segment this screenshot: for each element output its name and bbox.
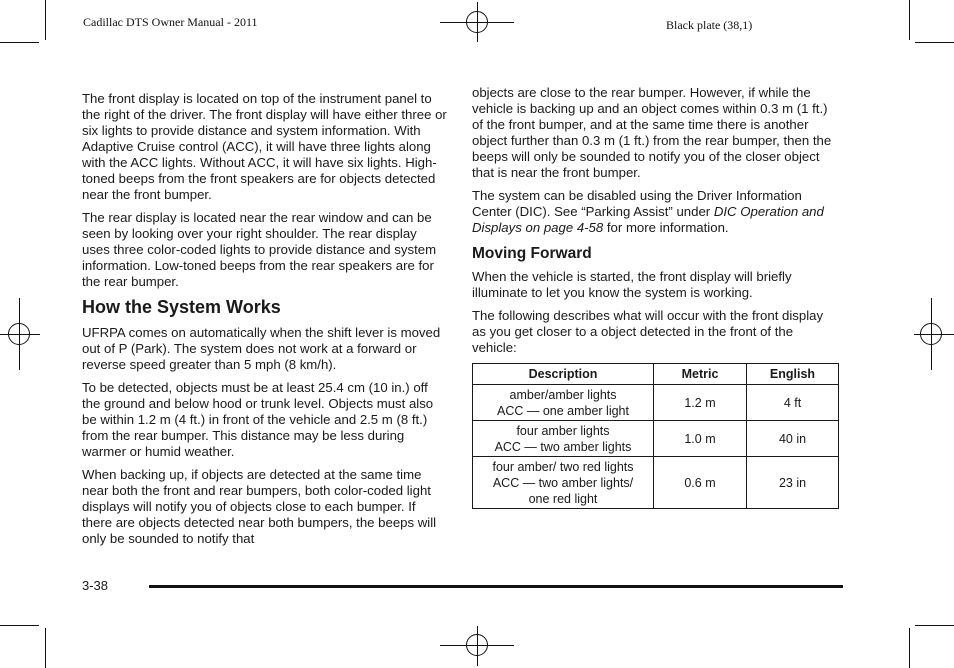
paragraph: The following describes what will occur with the front display as you get closer to a object detected in the front of the vehicle:: [472, 308, 824, 355]
footer-rule: [149, 585, 843, 588]
left-column: [82, 91, 448, 554]
english-cell: 23 in: [747, 457, 839, 509]
description-cell: [473, 421, 654, 457]
description-line: amber/amber lights: [509, 387, 617, 402]
crop-mark: [45, 0, 46, 40]
header-plate-label: Black plate (38,1): [666, 18, 753, 32]
description-line: four amber lights: [516, 423, 610, 438]
paragraph: The front display is located on top of the instrument panel to the right of the driver. The front display will have either three or six lights to provide distance and system information. With Adaptive Cruise control (ACC), it will have three lights along with the ACC lights. Without ACC, it will have six lights. High-toned beeps from the front speakers are for objects detected near the front bumper.: [82, 91, 447, 202]
description-line: ACC — two amber lights: [494, 439, 632, 454]
table-row: [473, 457, 839, 509]
paragraph: When backing up, if objects are detected at the same time near both the front and rear bumpers, both color-coded light displays will notify you of objects close to each bumper. If there are objects detected near both bumpers, the beeps will only be sounded to notify that: [82, 467, 437, 546]
paragraph: objects are close to the rear bumper. However, if while the vehicle is backing up and an object comes within 0.3 m (1 ft.) of the front bumper, and at the same time there is another object further than 0.3 m (1 ft.) from the rear bumper, then the beeps will only be sounded to notify you of the closer object that is near the front bumper.: [472, 85, 832, 180]
english-cell: 4 ft: [747, 385, 839, 421]
crop-mark: [0, 42, 39, 43]
section-heading: How the System Works: [82, 297, 281, 317]
crop-mark: [915, 42, 954, 43]
page-number: 3-38: [82, 578, 109, 593]
crop-mark: [909, 0, 910, 40]
table-row: [473, 421, 839, 457]
column-header-metric: Metric: [654, 364, 747, 385]
description-line: ACC — two amber lights/: [492, 475, 634, 490]
paragraph: To be detected, objects must be at least 25.4 cm (10 in.) off the ground and below hood or trunk level. Objects must also be within 1.2 m (4 ft.) in front of the vehicle and 2.5 m (8 ft.) from the rear bumper. This distance may be less during warmer or humid weather.: [82, 380, 434, 459]
paragraph: UFRPA comes on automatically when the shift lever is moved out of P (Park). The system does not work at a forward or reverse speed greater than 5 mph (8 km/h).: [82, 325, 441, 372]
subsection-heading: Moving Forward: [472, 245, 592, 262]
crop-mark: [909, 628, 910, 668]
description-cell: [473, 385, 654, 421]
english-cell: 40 in: [747, 421, 839, 457]
distance-table: [472, 363, 839, 509]
metric-cell: 1.0 m: [654, 421, 747, 457]
description-cell: [473, 457, 654, 509]
table-header-row: [473, 364, 839, 385]
description-line: four amber/ two red lights: [492, 459, 634, 474]
metric-cell: 1.2 m: [654, 385, 747, 421]
description-line: ACC — one amber light: [496, 403, 629, 418]
paragraph-text: The system can be disabled using the Driver Information Center (DIC). See “Parking Assist” under: [472, 188, 802, 219]
metric-cell: 0.6 m: [654, 457, 747, 509]
crop-mark: [915, 625, 954, 626]
description-line: one red light: [528, 491, 598, 506]
cross-reference-link[interactable]: DIC Operation and Displays on page 4-58: [472, 204, 824, 235]
paragraph-text: for more information.: [603, 220, 729, 235]
paragraph: The rear display is located near the rear window and can be seen by looking over your right shoulder. The rear display uses three color-coded lights to provide distance and system information. Low-toned beeps from the rear speakers are for the rear bumper.: [82, 210, 437, 289]
paragraph: [472, 188, 840, 236]
column-header-description: Description: [473, 364, 654, 385]
header-manual-title: Cadillac DTS Owner Manual - 2011: [83, 15, 258, 29]
column-header-english: English: [747, 364, 839, 385]
right-column: [472, 85, 840, 509]
table-row: [473, 385, 839, 421]
crop-mark: [0, 625, 39, 626]
paragraph: When the vehicle is started, the front display will briefly illuminate to let you know the system is working.: [472, 269, 792, 300]
crop-mark: [45, 628, 46, 668]
